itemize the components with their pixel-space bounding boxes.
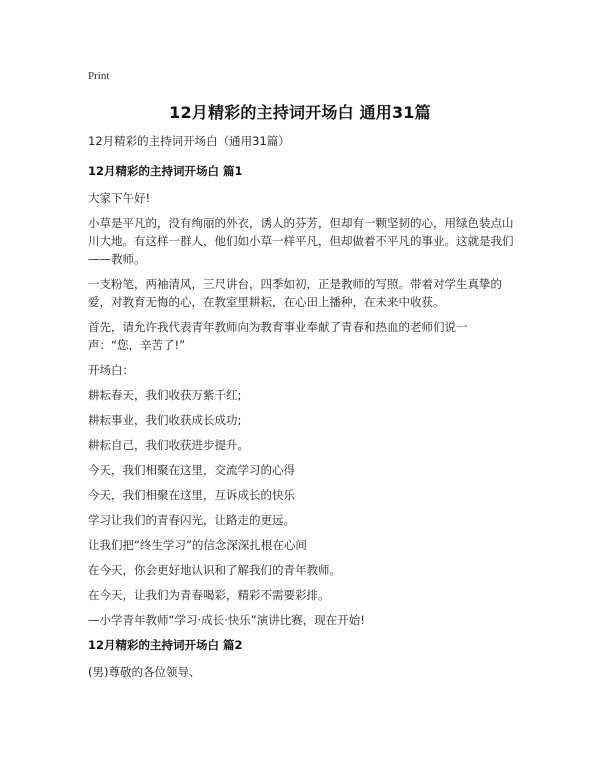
document-subtitle: 12月精彩的主持词开场白（通用31篇） [88, 134, 290, 148]
print-link[interactable]: Print [88, 70, 110, 82]
paragraph: —小学青年教师“学习·成长·快乐”演讲比赛，现在开始! [88, 613, 365, 627]
paragraph: 小草是平凡的，没有绚丽的外衣，诱人的芬芳，但却有一颗坚韧的心，用绿色装点山川大地。有这样一群人，他们如小草一样平凡，但却做着不平凡的事业。这就是我们——教师。 [88, 216, 514, 266]
paragraph: 耕耘春天，我们收获万紫千红; [88, 388, 242, 402]
section-heading: 12月精彩的主持词开场白 篇1 [88, 164, 243, 178]
paragraph: 今天，我们相聚在这里，交流学习的心得 [88, 463, 295, 477]
paragraph: 一支粉笔，两袖清风，三尺讲台，四季如初，正是教师的写照。带着对学生真挚的爱，对教育无悔的心，在教室里耕耘，在心田上播种，在未来中收获。 [88, 277, 502, 309]
paragraph: 耕耘自己，我们收获进步提升。 [88, 438, 249, 452]
paragraph: 让我们把“终生学习”的信念深深扎根在心间 [88, 538, 307, 552]
paragraph: 大家下午好! [88, 191, 151, 205]
document-body [88, 132, 518, 688]
paragraph: 耕耘事业，我们收获成长成功; [88, 413, 242, 427]
paragraph: 今天，我们相聚在这里，互诉成长的快乐 [88, 488, 295, 502]
document-title: 12月精彩的主持词开场白 通用31篇 [169, 103, 431, 122]
paragraph: 开场白： [88, 363, 134, 377]
paragraph: (男)尊敬的各位领导、 [88, 665, 201, 679]
paragraph: 在今天，让我们为青春喝彩，精彩不需要彩排。 [88, 588, 330, 602]
paragraph: 学习让我们的青春闪光，让路走的更远。 [88, 513, 295, 527]
section-heading: 12月精彩的主持词开场白 篇2 [88, 638, 243, 652]
paragraph: 首先，请允许我代表青年教师向为教育事业奉献了青春和热血的老师们说一声：“您，辛苦了!” [88, 320, 468, 352]
paragraph: 在今天，你会更好地认识和了解我们的青年教师。 [88, 563, 341, 577]
